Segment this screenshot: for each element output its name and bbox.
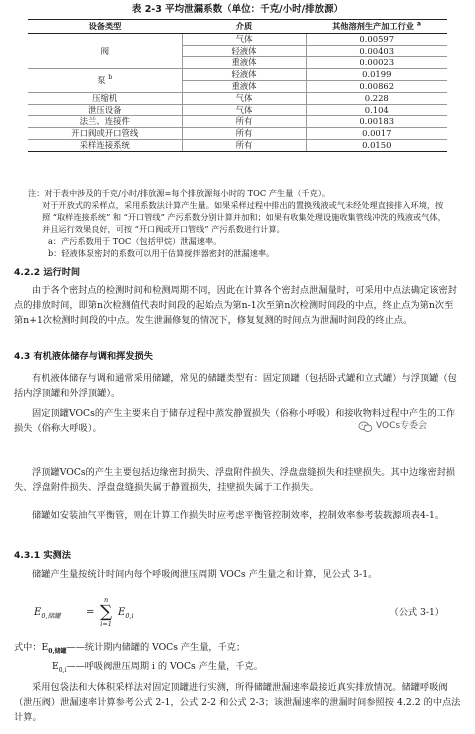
table-notes <box>28 187 447 259</box>
cell-value: 0.00862 <box>306 80 447 92</box>
cell-medium: 重液体 <box>182 80 306 92</box>
paragraph-floating-roof: 浮顶罐VOCs的产生主要包括边缘密封损失、浮盘附件损失、浮盘盘缝损失和挂壁损失。其中边缘密封损失、浮盘附件损失、浮盘盘缝损失属于静置损失，挂壁损失属于工作损失。 <box>14 467 456 493</box>
cell-value: 0.0199 <box>306 69 447 81</box>
formula-equals: = <box>86 607 95 618</box>
cell-medium: 所有 <box>182 116 306 128</box>
note-2: 对于开放式的采样点，采用系数法计算产生量。如果采样过程中排出的置换残液或气未经处理直接排入环境，按照 “取样连接系统” 和 “开口管线” 产污系数分别计算并加和；如果有收集处理设施收集管线冲洗的残液或气体，并且运行效果良好，可按 “开口阀或开口管线” 产污系数进行计算。 <box>42 200 446 234</box>
cell-equipment: 泵 $^b$ <box>28 69 182 93</box>
cell-medium: 所有 <box>182 139 306 151</box>
table-row <box>28 116 447 128</box>
paragraph-operating-time: 由于各个密封点的检测时间和检测周期不同，因此在计算各个密封点泄漏量时，可采用中点法确定该密封点的排放时间，即第n次检测值代表时间段的起始点为第n-1次至第n次检测时间段的中点，终止点为第n次至第n+1次检测时间段的中点。发生泄漏修复的情况下，修复复测的时间点为泄漏时间段的终止点。 <box>14 285 457 326</box>
cell-value: 0.0150 <box>306 139 447 151</box>
formula-rhs: $E_{0,i}$ <box>118 607 134 620</box>
cell-medium: 气体 <box>182 92 306 104</box>
cell-medium: 所有 <box>182 128 306 140</box>
paragraph-balance-pipe: 储罐如安装油气平衡管，则在计算工作损失时应考虑平衡管控制效率，控制效率参考装载源项表4-1。 <box>32 510 445 521</box>
cell-equipment: 泄压设备 <box>28 104 182 116</box>
paragraph-fixed-roof: 固定顶罐VOCs的产生主要来自于储存过程中蒸发静置损失（俗称小呼吸）和接收物料过程中产生的工作损失（俗称大呼吸）。 <box>14 408 456 434</box>
cell-equipment: 阀 <box>28 33 182 68</box>
cell-equipment: 采样连接系统 <box>28 139 182 151</box>
cell-value: 0.00403 <box>306 45 447 57</box>
summation-symbol: n ∑ i=1 <box>100 596 113 628</box>
emission-factor-table <box>28 19 447 152</box>
table-header-row <box>28 20 447 34</box>
definition-1: 式中：$E_{0,储罐}——$统计期内储罐的 VOCs 产生量，千克； <box>14 642 246 655</box>
cell-value: 0.00597 <box>306 33 447 45</box>
cell-value: 0.00183 <box>306 116 447 128</box>
table-row <box>28 104 447 116</box>
watermark <box>358 420 427 433</box>
paragraph-bagging-method: 采用包袋法和大体积采样法对固定顶罐进行实测，所得储罐泄漏速率最接近真实排放情况。储罐呼吸阀（泄压阀）泄漏速率计算参考公式 2-1，公式 2-2 和公式 2-3；该泄漏速率的泄漏时间参照按 4.2.2 的中点法计算。 <box>14 682 461 723</box>
formula-3-1 <box>34 596 454 636</box>
cell-medium: 轻液体 <box>182 69 306 81</box>
formula-definitions <box>14 640 461 678</box>
table-row <box>28 139 447 151</box>
table-row <box>28 128 447 140</box>
wechat-icon <box>358 421 373 433</box>
cell-value: 0.00023 <box>306 57 447 69</box>
heading-4-2-2: 4.2.2 运行时间 <box>14 267 81 278</box>
cell-value: 0.104 <box>306 104 447 116</box>
table-row <box>28 92 447 104</box>
heading-4-3: 4.3 有机液体储存与调和挥发损失 <box>14 351 153 362</box>
formula-lhs: $E_{0,储罐}$ <box>34 607 61 620</box>
cell-value: 0.228 <box>306 92 447 104</box>
watermark-text: VOCs专委会 <box>376 421 428 431</box>
table-row <box>28 33 447 45</box>
header-equipment: 设备类型 <box>28 20 182 34</box>
table-row <box>28 69 447 81</box>
cell-equipment: 法兰、连接件 <box>28 116 182 128</box>
cell-medium: 气体 <box>182 33 306 45</box>
header-value: 其他溶剂生产加工行业 $^a$ <box>306 20 447 34</box>
cell-medium: 重液体 <box>182 57 306 69</box>
note-b: b：轻液体泵密封的系数可以用于估算搅拌器密封的泄漏速率。 <box>48 248 275 258</box>
table-caption: 表 2-3 平均泄漏系数（单位：千克/小时/排放源） <box>131 4 344 15</box>
cell-equipment: 压缩机 <box>28 92 182 104</box>
cell-medium: 气体 <box>182 104 306 116</box>
header-medium: 介质 <box>182 20 306 34</box>
note-a: a：产污系数用于 TOC（包括甲烷）泄漏速率。 <box>48 236 222 246</box>
heading-4-3-1: 4.3.1 实测法 <box>14 550 71 561</box>
paragraph-measurement: 储罐产生量按统计时间内每个呼吸阀泄压周期 VOCs 产生量之和计算，见公式 3-1。 <box>32 569 378 580</box>
cell-equipment: 开口阀或开口管线 <box>28 128 182 140</box>
paragraph-tank-types: 有机液体储存与调和通常采用储罐，常见的储罐类型有：固定顶罐（包括卧式罐和立式罐）与浮顶罐（包括内浮顶罐和外浮顶罐）。 <box>14 373 457 399</box>
note-1: 注：对于表中涉及的千克/小时/排放源=每个排放源每小时的 TOC 产生量（千克）。 <box>28 188 331 198</box>
definition-2: $E_{0,i}——$呼吸阀泄压周期 i 的 VOCs 产生量，千克。 <box>52 660 263 674</box>
cell-medium: 轻液体 <box>182 45 306 57</box>
formula-number: （公式 3-1） <box>389 607 444 618</box>
cell-value: 0.0017 <box>306 128 447 140</box>
